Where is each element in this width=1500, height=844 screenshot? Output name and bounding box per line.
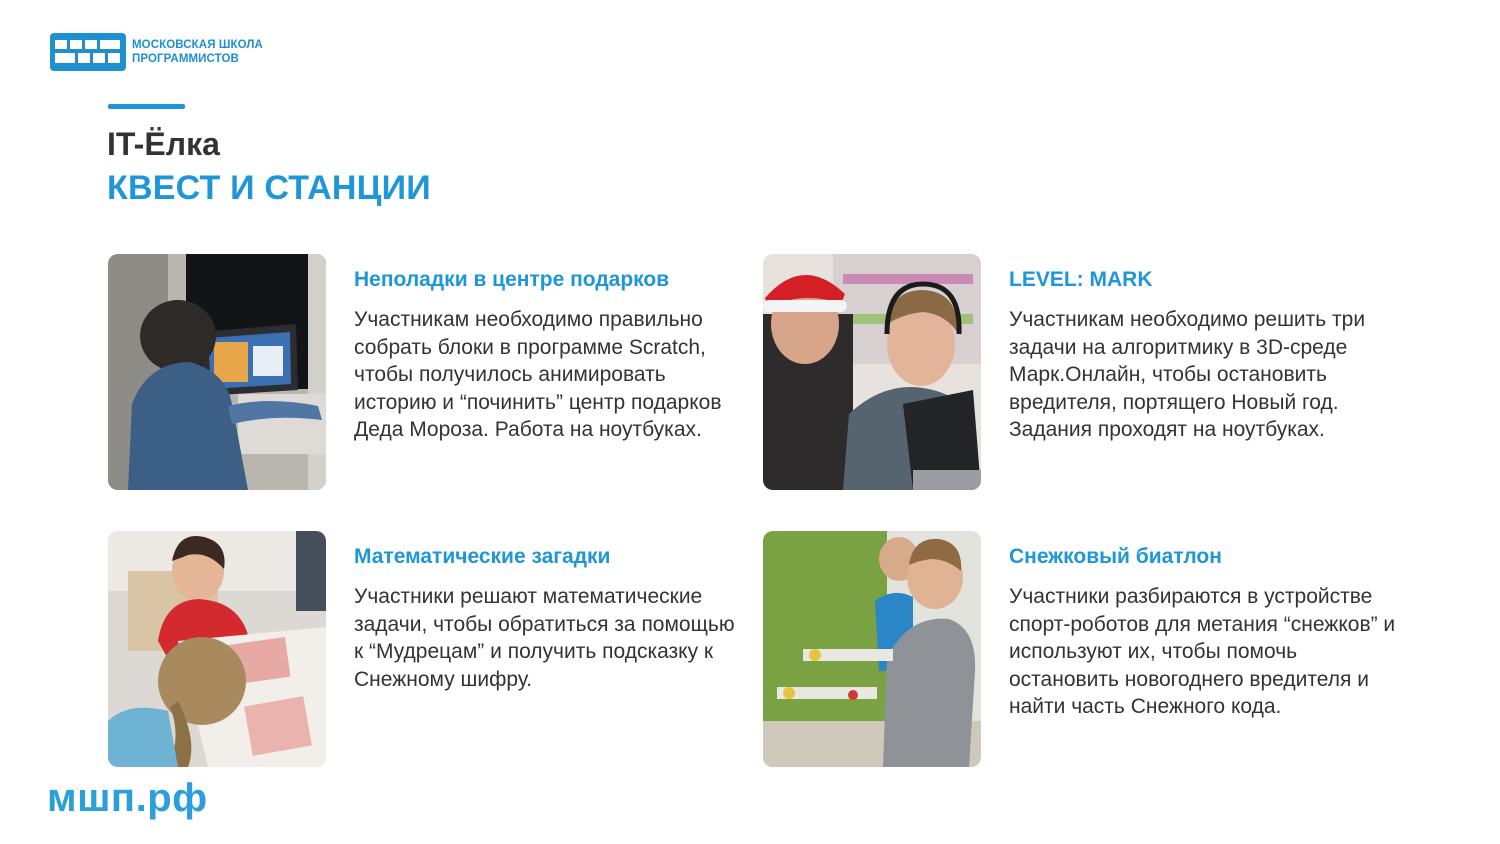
station-photo xyxy=(763,254,981,490)
station-description: Участникам необходимо правильно собрать блоки в программе Scratch, чтобы получилось анимировать историю и “починить” центр подарков Деда Мороза. Работа на ноутбуках. xyxy=(354,308,722,441)
station-title: LEVEL: MARK xyxy=(1009,268,1153,291)
station-card-snowball-biathlon xyxy=(763,531,1403,771)
station-photo xyxy=(108,531,326,767)
logo-line-2: ПРОГРАММИСТОВ xyxy=(132,53,239,65)
station-card-level-mark xyxy=(763,254,1403,494)
logo-text xyxy=(132,38,263,66)
station-description: Участники разбираются в устройстве спорт-роботов для метания “снежков” и используют их, чтобы помочь остановить новогоднего вредителя и найти часть Снежного кода. xyxy=(1009,585,1396,718)
station-title: Математические загадки xyxy=(354,545,611,568)
station-title: Неполадки в центре подарков xyxy=(354,268,670,291)
footer-url-link[interactable]: мшп.рф xyxy=(47,776,208,820)
page-title: IT-Ёлка xyxy=(107,126,220,162)
logo-line-1: МОСКОВСКАЯ ШКОЛА xyxy=(132,39,263,51)
station-description: Участники решают математические задачи, чтобы обратиться за помощью к “Мудрецам” и получить подсказку к Снежному шифру. xyxy=(354,585,735,691)
school-logo xyxy=(50,33,263,71)
accent-line xyxy=(108,104,185,109)
station-photo xyxy=(108,254,326,490)
keyboard-logo-icon xyxy=(50,33,126,71)
station-photo xyxy=(763,531,981,767)
station-description: Участникам необходимо решить три задачи на алгоритмику в 3D-среде Марк.Онлайн, чтобы остановить вредителя, портящего Новый год. Задания проходят на ноутбуках. xyxy=(1009,308,1366,441)
station-card-gift-center xyxy=(108,254,748,494)
page-subtitle: КВЕСТ И СТАНЦИИ xyxy=(107,169,431,207)
station-card-math-riddles xyxy=(108,531,748,771)
station-title: Снежковый биатлон xyxy=(1009,545,1222,568)
